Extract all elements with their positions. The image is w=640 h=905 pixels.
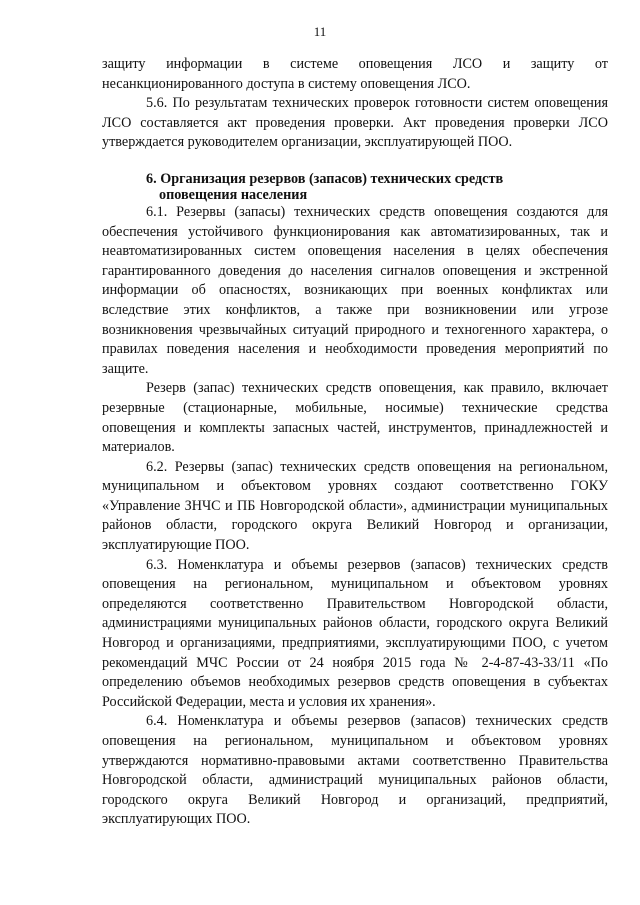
paragraph-continuation: защиту информации в системе оповещения ЛСО и защиту от несанкционированного доступа в систему оповещения ЛСО.	[102, 56, 608, 92]
paragraph-5-6: 5.6. По результатам технических проверок готовности систем оповещения ЛСО составляется акт проведения проверки. Акт проведения проверки ЛСО утверждается руководителем организации, эксплуатирующей ПОО.	[102, 95, 608, 151]
paragraph-6-3: 6.3. Номенклатура и объемы резервов (запасов) технических средств оповещения на региональном, муниципальном и объектовом уровнях определяются соответственно Правительством Новгородской области, администрациями муниципальных районов области, городского округа Великий Новгород и организациями, предприятиями, эксплуатирующими ПОО, с учетом рекомендаций МЧС России от 24 ноября 2015 года № 2-4-87-43-33/11 «По определению объемов необходимых резервов средств оповещения в субъектах Российской Федерации, места и условия их хранения».	[102, 556, 608, 710]
section-heading-6	[102, 171, 608, 203]
paragraph-reserve-composition: Резерв (запас) технических средств оповещения, как правило, включает резервные (стационарные, мобильные, носимые) технические средства оповещения и комплекты запасных частей, инструментов, принадлежностей и материалов.	[102, 380, 608, 456]
paragraph-6-4: 6.4. Номенклатура и объемы резервов (запасов) технических средств оповещения на региональном, муниципальном и объектовом уровнях утверждаются нормативно-правовыми актами соответственно Правительства Новгородской области, администраций муниципальных районов области, городского округа Великий Новгород и организаций, предприятий, эксплуатирующих ПОО.	[102, 713, 608, 828]
section-heading-line-2: оповещения населения	[159, 186, 308, 203]
paragraph-6-2: 6.2. Резервы (запас) технических средств оповещения на региональном, муниципальном и объектовом уровнях создают соответственно ГОКУ «Управление ЗНЧС и ПБ Новгородской области», администрации муниципальных районов области, городского округа Великий Новгород и организации, эксплуатирующие ПОО.	[102, 458, 608, 554]
document-body	[102, 55, 608, 830]
paragraph-6-1: 6.1. Резервы (запасы) технических средств оповещения создаются для обеспечения устойчивого функционирования как автоматизированных, так и неавтоматизированных систем оповещения населения в целях обеспечения гарантированного доведения до населения сигналов оповещения и экстренной информации об опасностях, возникающих при военных конфликтах или вследствие этих конфликтов, а также при возникновении или угрозе возникновения чрезвычайных ситуаций природного и техногенного характера, о правилах поведения населения и необходимости проведения мероприятий по защите.	[102, 203, 608, 377]
page-number: 11	[313, 24, 327, 39]
section-heading-line-1: 6. Организация резервов (запасов) технических средств	[146, 170, 504, 187]
